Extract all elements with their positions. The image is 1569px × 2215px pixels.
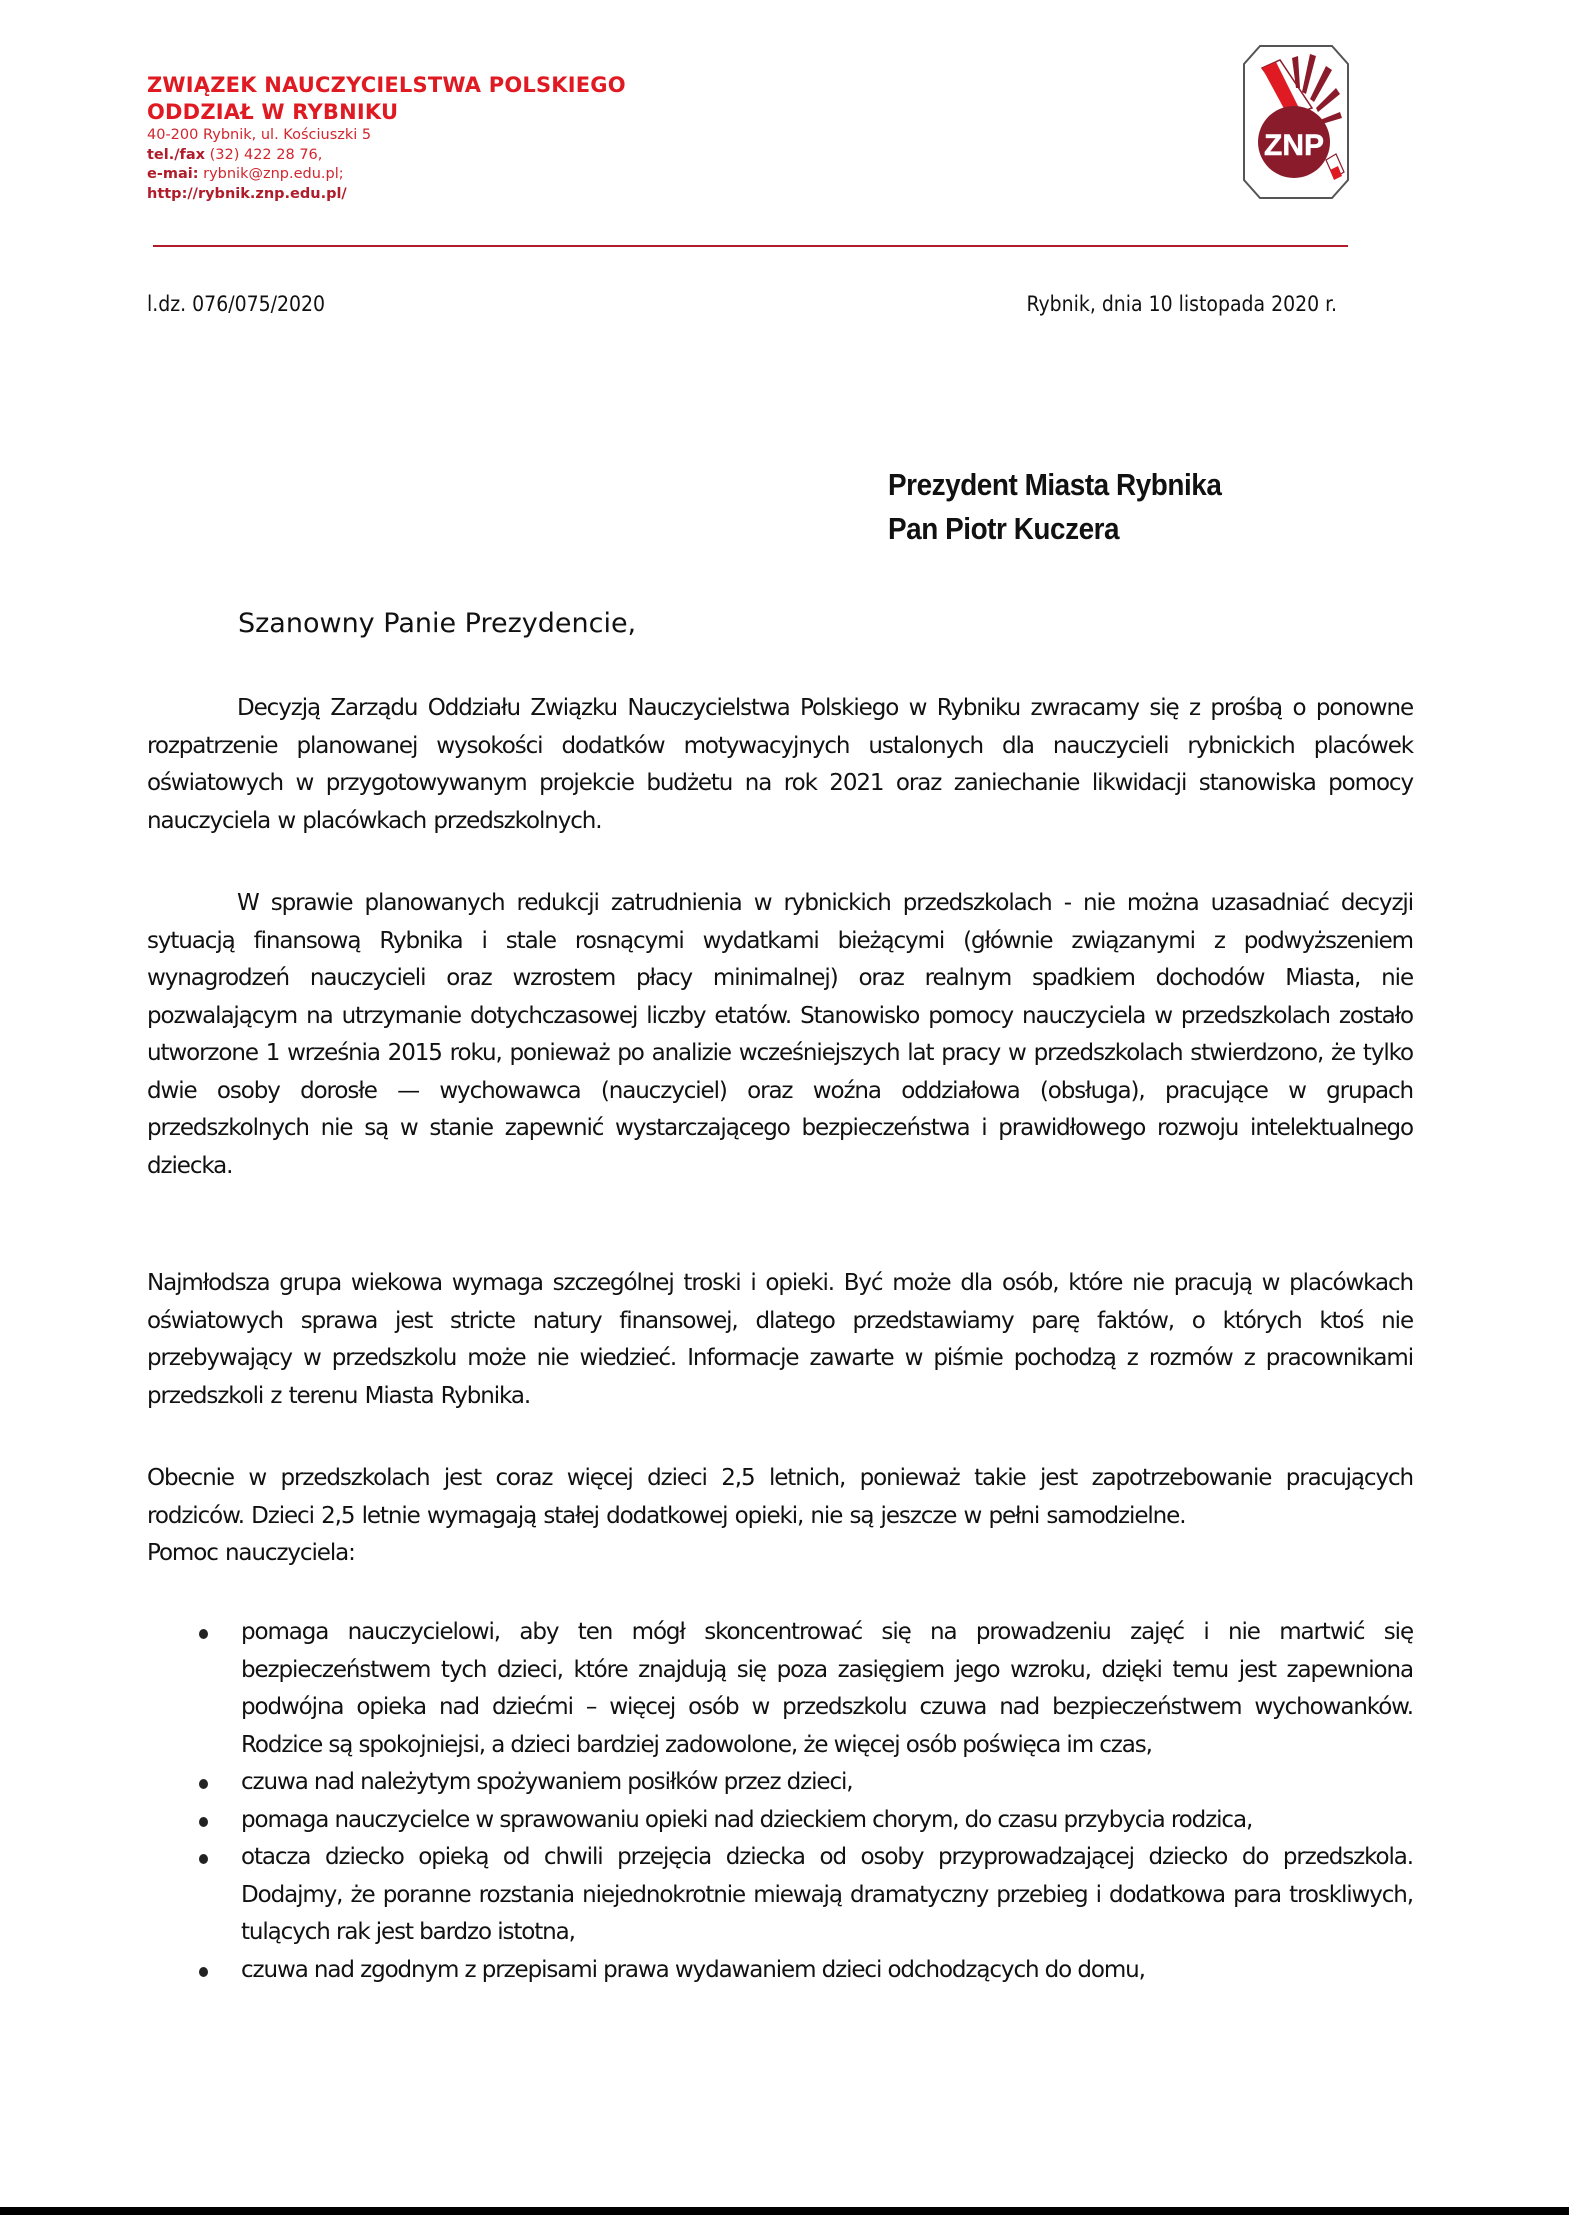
- email-label: e-mai:: [147, 166, 199, 182]
- bullet-icon: [199, 1629, 208, 1639]
- salutation: Szanowny Panie Prezydencie,: [238, 608, 637, 639]
- header-divider: [153, 245, 1348, 247]
- list-item-text: pomaga nauczycielowi, aby ten mógł skoncentrować się na prowadzeniu zajęć i nie martwić się bezpieczeństwem tych dzieci, które znajdują się poza zasięgiem jego wzroku, dzięki temu jest zapewniona podwójna opieka nad dziećmi – więcej osób w przedszkolu czuwa nad bezpieczeństwem wychowanków. Rodzice są spokojniejsi, a dzieci bardziej zadowolone, że więcej osób poświęca im czas,: [241, 1619, 1413, 1758]
- page-bottom-edge: [0, 2207, 1569, 2215]
- org-address: 40-200 Rybnik, ul. Kościuszki 5: [147, 127, 372, 143]
- duties-list: [195, 1614, 1413, 1989]
- addressee: [888, 463, 1221, 551]
- list-item: [195, 1614, 1413, 1764]
- addressee-name: Pan Piotr Kuczera: [888, 511, 1120, 546]
- place-date: Rybnik, dnia 10 listopada 2020 r.: [1026, 292, 1337, 316]
- paragraph-1: Decyzją Zarządu Oddziału Związku Nauczycielstwa Polskiego w Rybniku zwracamy się z prośbą o ponowne rozpatrzenie planowanej wysokości dodatków motywacyjnych ustalonych dla nauczycieli rybnickich placówek oświatowych w przygotowywanym projekcie budżetu na rok 2021 oraz zaniechanie likwidacji stanowiska pomocy nauczyciela w placówkach przedszkolnych.: [147, 695, 1413, 834]
- list-item: [195, 1764, 1413, 1802]
- znp-logo-icon: [1240, 42, 1352, 202]
- list-item-text: czuwa nad należytym spożywaniem posiłków przez dzieci,: [241, 1769, 853, 1795]
- addressee-title: Prezydent Miasta Rybnika: [888, 467, 1222, 502]
- bullet-icon: [199, 1779, 208, 1789]
- paragraph-3: Najmłodsza grupa wiekowa wymaga szczególnej troski i opieki. Być może dla osób, które nie pracują w placówkach oświatowych sprawa jest stricte natury finansowej, dlatego przedstawiamy parę faktów, o których ktoś nie przebywający w przedszkolu może nie wiedzieć. Informacje zawarte w piśmie pochodzą z rozmów z pracownikami przedszkoli z terenu Miasta Rybnika.: [147, 1270, 1413, 1409]
- reference-number: l.dz. 076/075/2020: [147, 292, 326, 316]
- bullet-icon: [199, 1967, 208, 1977]
- list-intro: Pomoc nauczyciela:: [147, 1540, 355, 1566]
- org-phone: [147, 146, 626, 166]
- org-name-line2: ODDZIAŁ W RYBNIKU: [147, 100, 399, 124]
- list-item-text: czuwa nad zgodnym z przepisami prawa wydawaniem dzieci odchodzących do domu,: [241, 1956, 1145, 1983]
- list-item-text: otacza dziecko opieką od chwili przejęcia dziecka od osoby przyprowadzającej dziecko do przedszkola. Dodajmy, że poranne rozstania niejednokrotnie miewają dramatyczny przebieg i dodatkowa para troskliwych, tulących rak jest bardzo istotna,: [241, 1844, 1413, 1945]
- letterhead: [147, 72, 626, 204]
- org-email: [147, 165, 626, 185]
- paragraph-2: W sprawie planowanych redukcji zatrudnienia w rybnickich przedszkolach - nie można uzasadniać decyzji sytuacją finansową Rybnika i stale rosnącymi wydatkami bieżącymi (głównie związanymi z podwyższeniem wynagrodzeń nauczycieli oraz wzrostem płacy minimalnej) oraz realnym spadkiem dochodów Miasta, nie pozwalającym na utrzymanie dotychczasowej liczby etatów. Stanowisko pomocy nauczyciela w przedszkolach zostało utworzone 1 września 2015 roku, ponieważ po analizie wcześniejszych lat pracy w przedszkolach stwierdzono, że tylko dwie osoby dorosłe — wychowawca (nauczyciel) oraz woźna oddziałowa (obsługa), pracujące w grupach przedszkolnych nie są w stanie zapewnić wystarczającego bezpieczeństwa i prawidłowego rozwoju intelektualnego dziecka.: [147, 890, 1413, 1179]
- phone-label: tel./fax: [147, 146, 205, 163]
- website-link[interactable]: http://rybnik.znp.edu.pl/: [147, 185, 347, 202]
- list-item-text: pomaga nauczycielce w sprawowaniu opieki nad dzieckiem chorym, do czasu przybycia rodzica,: [241, 1806, 1253, 1833]
- phone-value: (32) 422 28 76,: [205, 146, 323, 163]
- list-item: [195, 1802, 1413, 1840]
- bullet-icon: [199, 1817, 208, 1827]
- logo-text: ZNP: [1264, 129, 1324, 162]
- document-meta: [147, 292, 1337, 316]
- bullet-icon: [199, 1854, 208, 1864]
- paragraph-4: [147, 1460, 1413, 1573]
- list-item: [195, 1952, 1413, 1990]
- org-website[interactable]: [147, 185, 626, 205]
- org-name-line1: ZWIĄZEK NAUCZYCIELSTWA POLSKIEGO: [147, 73, 626, 97]
- list-item: [195, 1839, 1413, 1952]
- paragraph-4-text: Obecnie w przedszkolach jest coraz więcej dzieci 2,5 letnich, ponieważ takie jest zapotrzebowanie pracujących rodziców. Dzieci 2,5 letnie wymagają stałej dodatkowej opieki, nie są jeszcze w pełni samodzielne.: [147, 1465, 1413, 1529]
- email-value: rybnik@znp.edu.pl;: [198, 166, 344, 182]
